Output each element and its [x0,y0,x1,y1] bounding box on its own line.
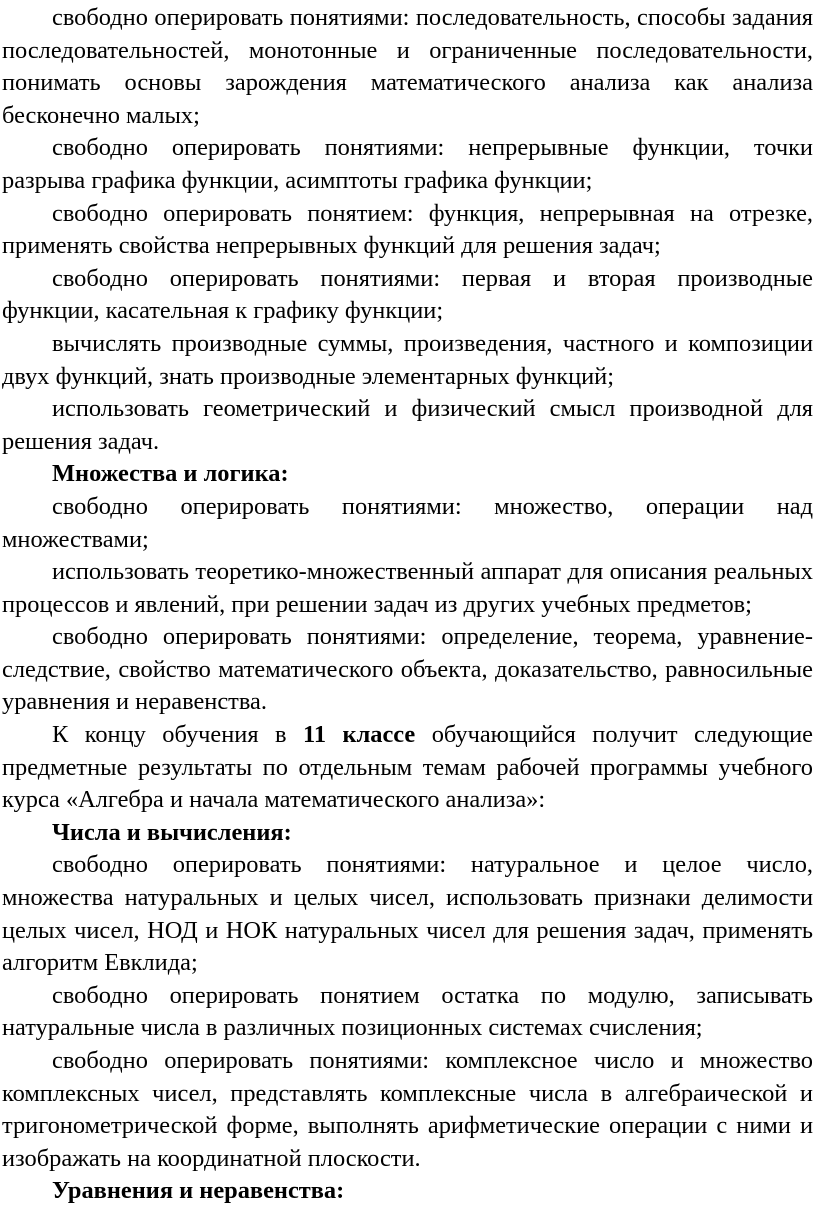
intro-grade-bold: 11 классе [303,721,416,749]
paragraph-derivative-rules: вычислять производные суммы, произведения, частного и композиции двух функций, знать производные элементарных функций; [2,329,813,390]
paragraph-sequences: свободно оперировать понятиями: последовательность, способы задания последовательностей, монотонные и ограниченные последовательности, понимать основы зарождения математического анализа как анализа бесконечно малых; [2,4,813,129]
paragraph-complex-numbers: свободно оперировать понятиями: комплексное число и множество комплексных чисел, представлять комплексные числа в алгебраической и тригонометрической форме, выполнять арифметические операции с ними и изображать на координатной плоскости. [2,1047,813,1172]
paragraph-derivatives: свободно оперировать понятиями: первая и вторая производные функции, касательная к графику функции; [2,264,813,325]
paragraph-modulo: свободно оперировать понятием остатка по модулю, записывать натуральные числа в различных позиционных системах счисления; [2,981,813,1042]
paragraph-sets: свободно оперировать понятиями: множество, операции над множествами; [2,492,813,553]
paragraph-grade-11-intro [2,719,813,817]
paragraph-derivative-meaning: использовать геометрический и физический смысл производной для решения задач. [2,395,813,455]
intro-text-end: обучающийся получит следующие предметные результаты по отдельным темам рабочей программы учебного курса «Алгебра и начала математического анализа»: [2,721,814,814]
paragraph-continuous-functions: свободно оперировать понятиями: непрерывные функции, точки разрыва графика функции, асимптоты графика функции; [2,134,813,194]
paragraph-definitions-theorems: свободно оперировать понятиями: определение, теорема, уравнение-следствие, свойство математического объекта, доказательство, равносильные уравнения и неравенства. [2,623,813,716]
intro-text-start: К концу обучения в [52,721,304,749]
section-heading-equations: Уравнения и неравенства: [52,1177,345,1205]
paragraph-set-theory-apparatus: использовать теоретико-множественный аппарат для описания реальных процессов и явлений, при решении задач из других учебных предметов; [2,558,813,618]
paragraph-integers: свободно оперировать понятиями: натуральное и целое число, множества натуральных и целых чисел, использовать признаки делимости целых чисел, НОД и НОК натуральных чисел для решения задач, применять алгоритм Евклида; [2,851,813,977]
section-heading-sets-logic: Множества и логика: [52,460,289,488]
section-heading-numbers: Числа и вычисления: [52,818,292,846]
paragraph-continuity-on-segment: свободно оперировать понятием: функция, непрерывная на отрезке, применять свойства непрерывных функций для решения задач; [2,199,813,260]
